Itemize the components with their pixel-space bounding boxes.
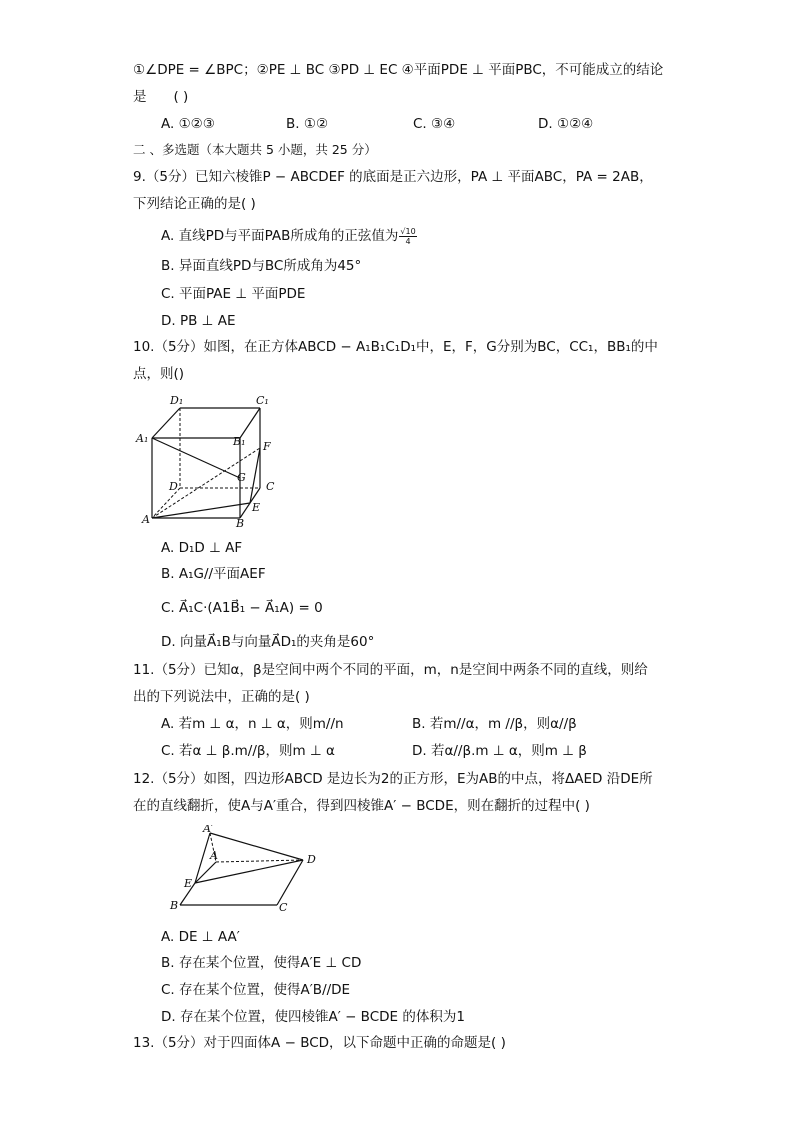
q8-option-a: A. ①②③ <box>161 116 215 132</box>
fraction-numerator: √10 <box>400 226 416 236</box>
q10-option-c: C. A⃗₁C·(A1B⃗₁ − A⃗₁A) = 0 <box>161 600 323 616</box>
q9-option-a <box>161 226 417 246</box>
q10-option-a: A. D₁D ⊥ AF <box>161 540 243 556</box>
label-g: G <box>237 471 246 484</box>
q9-option-d: D. PB ⊥ AE <box>161 313 236 329</box>
label-b1: B₁ <box>233 435 246 448</box>
cube-figure <box>133 390 283 530</box>
q9-option-b: B. 异面直线PD与BC所成角为45° <box>161 258 362 274</box>
q8-option-b: B. ①② <box>286 116 329 132</box>
q11-option-d: D. 若α//β.m ⊥ α，则m ⊥ β <box>412 743 587 759</box>
q10-text-line1: 10.（5分）如图，在正方体ABCD − A₁B₁C₁D₁中，E，F，G分别为BC，CC₁，BB₁的中 <box>133 339 658 355</box>
q12-text-line1: 12.（5分）如图，四边形ABCD 是边长为2的正方形，E为AB的中点，将ΔAED 沿DE所 <box>133 771 653 787</box>
label-d1: D₁ <box>170 394 184 407</box>
fold-figure <box>165 825 325 913</box>
fraction-denominator: 4 <box>405 236 411 246</box>
q11-option-c: C. 若α ⊥ β.m//β，则m ⊥ α <box>161 743 335 759</box>
fraction <box>399 227 416 246</box>
q10-option-d: D. 向量A⃗₁B与向量A⃗D₁的夹角是60° <box>161 634 375 650</box>
q9-text-line1: 9.（5分）已知六棱锥P − ABCDEF 的底面是正六边形，PA ⊥ 平面ABC，PA = 2AB， <box>133 169 653 185</box>
q9-option-c: C. 平面PAE ⊥ 平面PDE <box>161 286 306 302</box>
label-b: B <box>236 517 245 530</box>
q10-option-b: B. A₁G//平面AEF <box>161 566 266 582</box>
label-d: D <box>169 480 178 493</box>
q8-text-line1: ①∠DPE = ∠BPC；②PE ⊥ BC ③PD ⊥ EC ④平面PDE ⊥ 平面PBC，不可能成立的结论 <box>133 62 664 78</box>
q11-option-a: A. 若m ⊥ α，n ⊥ α，则m//n <box>161 716 344 732</box>
q8-option-d: D. ①②④ <box>538 116 594 132</box>
label-e: E <box>184 877 193 890</box>
q11-text-line2: 出的下列说法中，正确的是( ) <box>133 689 310 705</box>
label-a: A <box>142 513 150 526</box>
q12-text-line2: 在的直线翻折，使A与A′重合，得到四棱锥A′ − BCDE，则在翻折的过程中( ) <box>133 798 590 814</box>
q12-option-b: B. 存在某个位置，使得A′E ⊥ CD <box>161 955 362 971</box>
label-d: D <box>307 853 316 866</box>
q9-text-line2: 下列结论正确的是( ) <box>133 196 256 212</box>
q10-text-line2: 点，则() <box>133 366 185 382</box>
label-c: C <box>279 901 288 913</box>
section-title: 二 、多选题（本大题共 5 小题，共 25 分） <box>133 142 377 157</box>
q12-option-a: A. DE ⊥ AA′ <box>161 929 240 945</box>
q12-option-d: D. 存在某个位置，使四棱锥A′ − BCDE 的体积为1 <box>161 1009 465 1025</box>
q11-text-line1: 11.（5分）已知α，β是空间中两个不同的平面，m，n是空间中两条不同的直线，则给 <box>133 662 648 678</box>
label-a-prime: A′ <box>203 825 214 835</box>
label-c: C <box>266 480 275 493</box>
label-b: B <box>170 899 179 912</box>
label-c1: C₁ <box>256 394 269 407</box>
q12-option-c: C. 存在某个位置，使得A′B//DE <box>161 982 351 998</box>
label-a: A <box>210 849 218 862</box>
q13-text-line1: 13.（5分）对于四面体A − BCD，以下命题中正确的命题是( ) <box>133 1035 506 1051</box>
q11-option-b: B. 若m//α，m //β，则α//β <box>412 716 577 732</box>
label-e: E <box>252 501 261 514</box>
q8-text-line2: 是 ( ) <box>133 89 189 105</box>
label-f: F <box>263 440 271 453</box>
q9-option-a-text: A. 直线PD与平面PAB所成角的正弦值为 <box>161 228 399 244</box>
label-a1: A₁ <box>136 432 149 445</box>
q8-option-c: C. ③④ <box>413 116 456 132</box>
